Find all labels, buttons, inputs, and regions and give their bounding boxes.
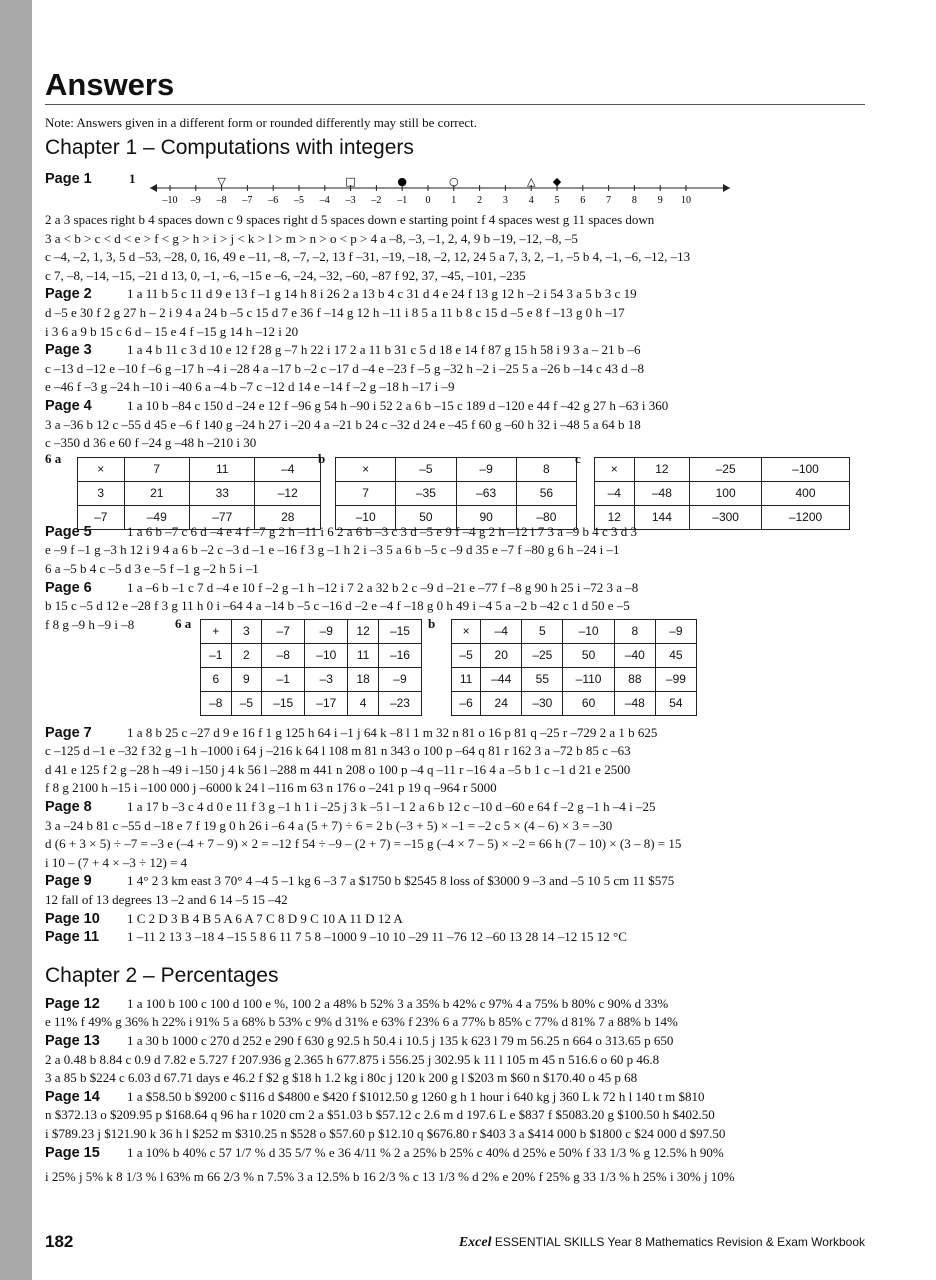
number-line-marker: □	[345, 175, 356, 188]
table-cell: 11	[190, 457, 255, 481]
tick-label: 4	[528, 195, 534, 206]
table-cell: –80	[516, 505, 576, 529]
table-cell: –49	[124, 505, 189, 529]
table-cell: 8	[614, 619, 655, 643]
table-cell: 21	[124, 481, 189, 505]
answer-line-first	[45, 872, 865, 891]
table-cell: 12	[348, 619, 379, 643]
table-cell: 50	[563, 643, 614, 667]
table-cell: 28	[255, 505, 321, 529]
table-row	[201, 667, 422, 691]
table-cell: –48	[634, 481, 690, 505]
table-row	[452, 667, 697, 691]
table-cell: 3	[231, 619, 262, 643]
page-5-answers	[45, 523, 865, 579]
tick-label: –10	[162, 195, 178, 206]
answer-line: i $789.23 j $121.90 k 36 h l $252 m $310.25 n $528 o $57.60 p $12.10 q $676.80 r $403 3 a $414 000 b $1800 c $24 000 d $97.50	[45, 1125, 726, 1141]
table-row	[595, 481, 850, 505]
answer-line: i 25% j 5% k 8 1/3 % l 63% m 66 2/3 % n 7.5% 3 a 12.5% b 16 2/3 % c 13 1/3 % d 2% e 20% f 25% g 33 1/3 % h 25% i 30% j 10%	[45, 1169, 735, 1185]
page-10-label: Page 10	[45, 910, 100, 927]
answer-line-first	[45, 579, 865, 598]
table-cell: 6	[201, 667, 232, 691]
page-9-label: Page 9	[45, 873, 92, 890]
answer-text: 1 a 17 b –3 c 4 d 0 e 11 f 3 g –1 h 1 i –25 j 3 k –5 l –1 2 a 6 b 12 c –10 d –60 e 64 f –2 g –1 h –4 i –25	[127, 799, 656, 815]
table-cell: 11	[452, 667, 481, 691]
answer-line-first	[45, 798, 865, 817]
number-line-marker: ○	[448, 175, 459, 188]
table-cell: –4	[481, 619, 522, 643]
table-cell: –12	[255, 481, 321, 505]
table-cell: –8	[262, 643, 305, 667]
tick-label: 0	[425, 195, 431, 206]
table-cell: –5	[231, 691, 262, 715]
table-cell: –77	[190, 505, 255, 529]
table-row	[452, 691, 697, 715]
tick-label: –2	[371, 195, 382, 206]
page-3-answers	[45, 341, 865, 397]
book-title: ESSENTIAL SKILLS Year 8 Mathematics Revision & Exam Workbook	[494, 1235, 865, 1249]
page-8-label: Page 8	[45, 799, 92, 816]
table-cell: ×	[452, 619, 481, 643]
multiplication-table-c	[594, 457, 850, 530]
answer-line: c –4, –2, 1, 3, 5 d –53, –28, 0, 16, 49 e –11, –8, –7, –2, 13 f –31, –19, –18, –2, 12, 24 5 a 7, 3, 2, –1, –5 b 4, –1, –6, –12, –13	[45, 249, 691, 265]
answer-line: e –46 f –3 g –24 h –10 i –40 6 a –4 b –7 c –12 d 14 e –14 f –2 g –18 h –17 i –9	[45, 379, 455, 395]
table-cell: –7	[262, 619, 305, 643]
table-cell: –300	[690, 505, 762, 529]
page-13-label: Page 13	[45, 1033, 100, 1049]
answer-line: c –125 d –1 e –32 f 32 g –1 h –1000 i 64 j –216 k 64 l 108 m 81 n 343 o 100 p –64 q 81 r 162 3 a –72 b 85 c –63	[45, 743, 631, 759]
answer-text: 1 a 8 b 25 c –27 d 9 e 16 f 1 g 125 h 64 i –1 j 64 k –8 l 1 m 32 n 81 o 16 p 81 q –25 r –729 2 a 1 b 625	[127, 724, 658, 740]
tick-label: –9	[190, 195, 201, 206]
answers-content	[45, 66, 865, 1187]
table-cell: 100	[690, 481, 762, 505]
multiplication-table	[451, 619, 697, 716]
right-arrow-icon	[723, 184, 730, 192]
answer-line-first	[45, 1088, 865, 1107]
table-cell: –63	[456, 481, 516, 505]
page-1-numberline-row	[45, 167, 865, 211]
table-cell: ×	[336, 457, 396, 481]
page-10-answers	[45, 910, 865, 929]
answer-text: 1 a 100 b 100 c 100 d 100 e %, 100 2 a 48% b 52% 3 a 35% b 42% c 97% 4 a 75% b 80% c 90% d 33%	[127, 995, 669, 1011]
table-row	[201, 619, 422, 643]
table-cell: 7	[124, 457, 189, 481]
answer-line-first	[45, 341, 865, 360]
table-cell: –7	[78, 505, 125, 529]
number-line-marker: ●	[397, 175, 408, 188]
table-cell: –23	[378, 691, 421, 715]
answer-text: 1 a $58.50 b $9200 c $116 d $4800 e $420 f $1012.50 g 1260 g h 1 hour i 640 kg j 360 L k 72 h l 140 t m $810	[127, 1088, 705, 1104]
answer-line: 3 a 85 b $224 c 6.03 d 67.71 days e 46.2 f $2 g $18 h 1.2 kg i 80c j 120 k 200 g l $203 m $60 n $170.40 o 45 p 68	[45, 1070, 638, 1086]
page-4-label: Page 4	[45, 397, 92, 414]
table-cell: 33	[190, 481, 255, 505]
left-arrow-icon	[150, 184, 157, 192]
table-cell: 9	[231, 667, 262, 691]
table-cell: 4	[348, 691, 379, 715]
table-cell: 88	[614, 667, 655, 691]
page-14-label: Page 14	[45, 1088, 100, 1105]
table-cell: –30	[522, 691, 563, 715]
table-row	[78, 457, 321, 481]
q6b-label: b	[318, 450, 326, 466]
table-row	[201, 643, 422, 667]
answer-line: 3 a < b > c < d < e > f < g > h > i > j < k > l > m > n > o < p > 4 a –8, –3, –1, 2, 4, 9 b –19, –12, –8, –5	[45, 230, 578, 246]
table-row	[201, 691, 422, 715]
answer-line-first	[45, 397, 865, 416]
page-15-label: Page 15	[45, 1144, 100, 1161]
page-12-label: Page 12	[45, 995, 100, 1012]
table-row	[595, 505, 850, 529]
question-1-number: 1	[129, 171, 136, 186]
page-1-answers	[45, 211, 865, 285]
table-cell: –5	[452, 643, 481, 667]
answer-text: 1 C 2 D 3 B 4 B 5 A 6 A 7 C 8 D 9 C 10 A 11 D 12 A	[127, 910, 403, 926]
chapter-2-heading: Chapter 2 – Percentages	[45, 963, 279, 987]
page-footer	[45, 1232, 865, 1256]
number-line	[140, 167, 740, 211]
tick-label: 3	[502, 195, 508, 206]
tick-label: –6	[268, 195, 279, 206]
table-row	[336, 457, 577, 481]
answer-line: n $372.13 o $209.95 p $168.64 q 96 ha r 1020 cm 2 a $51.03 b $57.12 c 2.6 m d 197.6 L e $837 f $5083.20 g $100.50 h $402.50	[45, 1107, 715, 1123]
tick-label: 10	[681, 195, 691, 206]
page-11-label: Page 11	[45, 929, 100, 946]
answer-text: 1 4° 2 3 km east 3 70° 4 –4 5 –1 kg 6 –3 7 a $1750 b $2545 8 loss of $3000 9 –3 and –5 10 5 cm 11 $575	[127, 873, 675, 889]
tick-label: 5	[554, 195, 560, 206]
table-cell: –8	[201, 691, 232, 715]
tick-label: 2	[477, 195, 483, 206]
answer-line: 6 a –5 b 4 c –5 d 3 e –5 f –1 g –2 h 5 i –1	[45, 560, 259, 576]
table-cell: ×	[595, 457, 635, 481]
table-cell: 90	[456, 505, 516, 529]
table-cell: –10	[336, 505, 396, 529]
answer-line: b 15 c –5 d 12 e –28 f 3 g 11 h 0 i –64 4 a –14 b –5 c –16 d –2 e –4 f –18 g 0 h 49 i –4 5 a –2 b –42 c 1 d 50 e –5	[45, 598, 630, 614]
answer-line-first	[45, 1144, 865, 1163]
table-cell: 5	[522, 619, 563, 643]
table-cell: 144	[634, 505, 690, 529]
answer-line: d –5 e 30 f 2 g 27 h – 2 i 9 4 a 24 b –5 c 15 d 7 e 36 f –14 g 12 h –11 i 8 5 a 11 b 8 c 15 d –5 e 8 f –13 g 0 h –17	[45, 304, 625, 320]
chapter-1-heading: Chapter 1 – Computations with integers	[45, 136, 414, 159]
q6b-label: b	[428, 615, 436, 631]
tick-label: –7	[242, 195, 253, 206]
page-6-answers	[45, 579, 865, 616]
table-cell: –9	[655, 619, 696, 643]
q6a-label: 6 a	[175, 615, 192, 631]
page-3-label: Page 3	[45, 342, 92, 359]
page-1-label: Page 1	[45, 171, 92, 187]
tick-label: –8	[216, 195, 227, 206]
answers-note: Note: Answers given in a different form or rounded differently may still be correct.	[45, 115, 478, 130]
table-cell: –25	[690, 457, 762, 481]
answer-line: c –13 d –12 e –10 f –6 g –17 h –4 i –28 4 a –17 b –2 c –17 d –4 e –23 f –5 g –32 h –2 i –25 5 a –26 b –14 c 43 d –8	[45, 360, 645, 376]
table-cell: –15	[378, 619, 421, 643]
page-5-label: Page 5	[45, 523, 92, 540]
table-cell: –6	[452, 691, 481, 715]
page-4-tables	[45, 450, 865, 525]
table-cell: 3	[78, 481, 125, 505]
table-cell: –44	[481, 667, 522, 691]
answer-text: 1 a 6 b –7 c 6 d –4 e 4 f –7 g 2 h –11 i 6 2 a 6 b –3 c 3 d –5 e 9 f –4 g 2 h –12 i 7 3 a –9 b 4 c 3 d 3	[127, 523, 638, 539]
tick-label: 1	[451, 195, 457, 206]
page-4-answers	[45, 397, 865, 453]
table-row	[78, 505, 321, 529]
tick-label: –1	[397, 195, 408, 206]
table-cell: –1	[201, 643, 232, 667]
table-cell: 24	[481, 691, 522, 715]
table-cell: 50	[396, 505, 456, 529]
answer-text: 1 –11 2 13 3 –18 4 –15 5 8 6 11 7 5 8 –1000 9 –10 10 –29 11 –76 12 –60 13 28 14 –12 15 12 °C	[127, 929, 627, 945]
table-cell: –1200	[762, 505, 850, 529]
page-7-label: Page 7	[45, 724, 92, 741]
q6a-label: 6 a	[45, 450, 62, 466]
table-cell: 56	[516, 481, 576, 505]
table-cell: –4	[595, 481, 635, 505]
answer-line: d 41 e 125 f 2 g –28 h –49 i –150 j 4 k 56 l –288 m 441 n 208 o 100 p –4 q –11 r –16 4 a –5 b 1 c –1 d 21 e 2500	[45, 761, 631, 777]
answer-line: i 3 6 a 9 b 15 c 6 d – 15 e 4 f –15 g 14 h –12 i 20	[45, 323, 299, 339]
answer-line: 12 fall of 13 degrees 13 –2 and 6 14 –5 15 –42	[45, 892, 288, 908]
tick-label: –4	[319, 195, 330, 206]
answer-line: c 7, –8, –14, –15, –21 d 13, 0, –1, –6, –15 e –6, –24, –32, –60, –87 f 92, 37, –45, –101, –235	[45, 267, 526, 283]
table-cell: –35	[396, 481, 456, 505]
answer-line: 3 a –24 b 81 c –55 d –18 e 7 f 19 g 0 h 26 i –6 4 a (5 + 7) ÷ 6 = 2 b (–3 + 5) × –1 = –2 c 5 × (4 – 6) × 3 = –30	[45, 817, 613, 833]
table-row	[336, 481, 577, 505]
table-cell: 55	[522, 667, 563, 691]
table-cell: –5	[396, 457, 456, 481]
page-15-answers	[45, 1144, 865, 1187]
table-cell: –9	[378, 667, 421, 691]
table-cell: 20	[481, 643, 522, 667]
answer-line: d (6 + 3 × 5) ÷ –7 = –3 e (–4 + 7 – 9) × 2 = –12 f 54 ÷ –9 – (2 + 7) = –15 g (–4 × 7 – 5) × –2 = 66 h (7 – 10) × (3 – 8) = 15	[45, 836, 682, 852]
tick-label: 7	[606, 195, 612, 206]
multiplication-table-a	[77, 457, 321, 530]
table-cell: +	[201, 619, 232, 643]
answer-text: 1 a 30 b 1000 c 270 d 252 e 290 f 630 g 92.5 h 50.4 i 10.5 j 135 k 623 l 79 m 56.25 n 664 o 313.65 p 650	[127, 1033, 674, 1048]
table-cell: 8	[516, 457, 576, 481]
number-line-marker: ◆	[552, 175, 562, 188]
table-cell: –3	[305, 667, 348, 691]
table-row	[452, 619, 697, 643]
table-cell: 12	[595, 505, 635, 529]
page-6-tables	[45, 616, 865, 716]
book-caption	[459, 1235, 865, 1251]
answer-line-first	[45, 724, 865, 743]
answer-text: 1 a 10 b –84 c 150 d –24 e 12 f –96 g 54 h –90 i 52 2 a 6 b –15 c 189 d –120 e 44 f –42 g 27 h –63 i 360	[127, 397, 669, 413]
tick-label: 8	[631, 195, 637, 206]
table-cell: –10	[563, 619, 614, 643]
table-cell: 11	[348, 643, 379, 667]
table-cell: –15	[262, 691, 305, 715]
q6c-label: c	[575, 450, 581, 466]
table-cell: –16	[378, 643, 421, 667]
table-cell: –40	[614, 643, 655, 667]
page-11-answers	[45, 928, 865, 947]
table-cell: 45	[655, 643, 696, 667]
multiplication-table-b	[335, 457, 577, 530]
page-9-answers	[45, 872, 865, 909]
table-row	[595, 457, 850, 481]
page-13-answers	[45, 1032, 865, 1088]
page-title: Answers	[45, 66, 865, 105]
tick-label: –5	[294, 195, 304, 206]
table-cell: –1	[262, 667, 305, 691]
page-8-answers	[45, 798, 865, 872]
table-cell: 2	[231, 643, 262, 667]
answer-line: e –9 f –1 g –3 h 12 i 9 4 a 6 b –2 c –3 d –1 e –16 f 3 g –1 h 2 i –3 5 a 6 b –5 c –9 d 35 e –7 f –80 g 6 h –24 i –1	[45, 542, 620, 558]
table-cell: –9	[305, 619, 348, 643]
addition-table	[200, 619, 422, 716]
tick-label: –3	[345, 195, 356, 206]
table-cell: –99	[655, 667, 696, 691]
table-cell: ×	[78, 457, 125, 481]
brand-name: Excel	[458, 1235, 492, 1250]
page-number: 182	[45, 1232, 74, 1251]
answer-line: i 10 – (7 + 4 × –3 ÷ 12) = 4	[45, 854, 188, 870]
answer-text: 1 a –6 b –1 c 7 d –4 e 10 f –2 g –1 h –12 i 7 2 a 32 b 2 c –9 d –21 e –77 f –8 g 90 h 25 i –72 3 a –8	[127, 579, 639, 595]
number-line-marker: ▽	[217, 175, 226, 188]
table-row	[336, 505, 577, 529]
table-cell: –110	[563, 667, 614, 691]
answer-line: e 11% f 49% g 36% h 22% i 91% 5 a 68% b 53% c 9% d 31% e 63% f 23% 6 a 77% b 85% c 77% d 81% 7 a 88% b 14%	[45, 1014, 678, 1030]
tick-label: 9	[657, 195, 663, 206]
answer-line: f 8 g –9 h –9 i –8	[45, 616, 135, 632]
table-cell: –10	[305, 643, 348, 667]
table-row	[78, 481, 321, 505]
answer-text: 1 a 4 b 11 c 3 d 10 e 12 f 28 g –7 h 22 i 17 2 a 11 b 31 c 5 d 18 e 14 f 87 g 15 h 58 i 9 3 a – 21 b –6	[127, 342, 641, 358]
table-cell: –17	[305, 691, 348, 715]
answer-line: c –350 d 36 e 60 f –24 g –48 h –210 i 30	[45, 435, 257, 451]
answer-line-first	[45, 995, 865, 1014]
table-cell: –9	[456, 457, 516, 481]
answer-line-first	[45, 285, 865, 304]
table-cell: 18	[348, 667, 379, 691]
table-cell: 12	[634, 457, 690, 481]
page-2-answers	[45, 285, 865, 341]
table-cell: –25	[522, 643, 563, 667]
table-row	[452, 643, 697, 667]
answer-text: 1 a 11 b 5 c 11 d 9 e 13 f –1 g 14 h 8 i 26 2 a 13 b 4 c 31 d 4 e 24 f 13 g 12 h –2 i 54 3 a 5 b 3 c 19	[127, 286, 637, 302]
page-2-label: Page 2	[45, 286, 92, 303]
answer-line: 2 a 0.48 b 8.84 c 0.9 d 7.82 e 5.727 f 207.936 g 2.365 h 677.875 i 556.25 j 302.95 k 11 l 105 m 45 n 516.6 o 60 p 46.8	[45, 1051, 660, 1067]
page-6-label: Page 6	[45, 579, 92, 596]
number-line-marker: △	[526, 175, 536, 188]
page-12-answers	[45, 995, 865, 1032]
answer-line: f 8 g 2100 h –15 i –100 000 j –6000 k 24 l –116 m 63 n 176 o –241 p 19 q –964 r 5000	[45, 780, 497, 796]
answer-line-first	[45, 1032, 865, 1051]
table-cell: –4	[255, 457, 321, 481]
tick-label: 6	[580, 195, 586, 206]
answer-line: 2 a 3 spaces right b 4 spaces down c 9 spaces right d 5 spaces down e starting point f 4 spaces west g 11 spaces down	[45, 212, 655, 227]
table-cell: 400	[762, 481, 850, 505]
table-cell: 54	[655, 691, 696, 715]
page-side-bar	[0, 0, 32, 1280]
answer-line: 3 a –36 b 12 c –55 d 45 e –6 f 140 g –24 h 27 i –20 4 a –21 b 24 c –32 d 24 e –45 f 60 g –60 h 32 i –48 5 a 64 b 18	[45, 416, 641, 432]
page-14-answers	[45, 1088, 865, 1144]
table-cell: –100	[762, 457, 850, 481]
page-7-answers	[45, 724, 865, 798]
table-cell: –48	[614, 691, 655, 715]
table-cell: 7	[336, 481, 396, 505]
answer-text: 1 a 10% b 40% c 57 1/7 % d 35 5/7 % e 36 4/11 % 2 a 25% b 25% c 40% d 25% e 50% f 33 1/3 % g 12.5% h 90%	[127, 1144, 724, 1160]
table-cell: 60	[563, 691, 614, 715]
